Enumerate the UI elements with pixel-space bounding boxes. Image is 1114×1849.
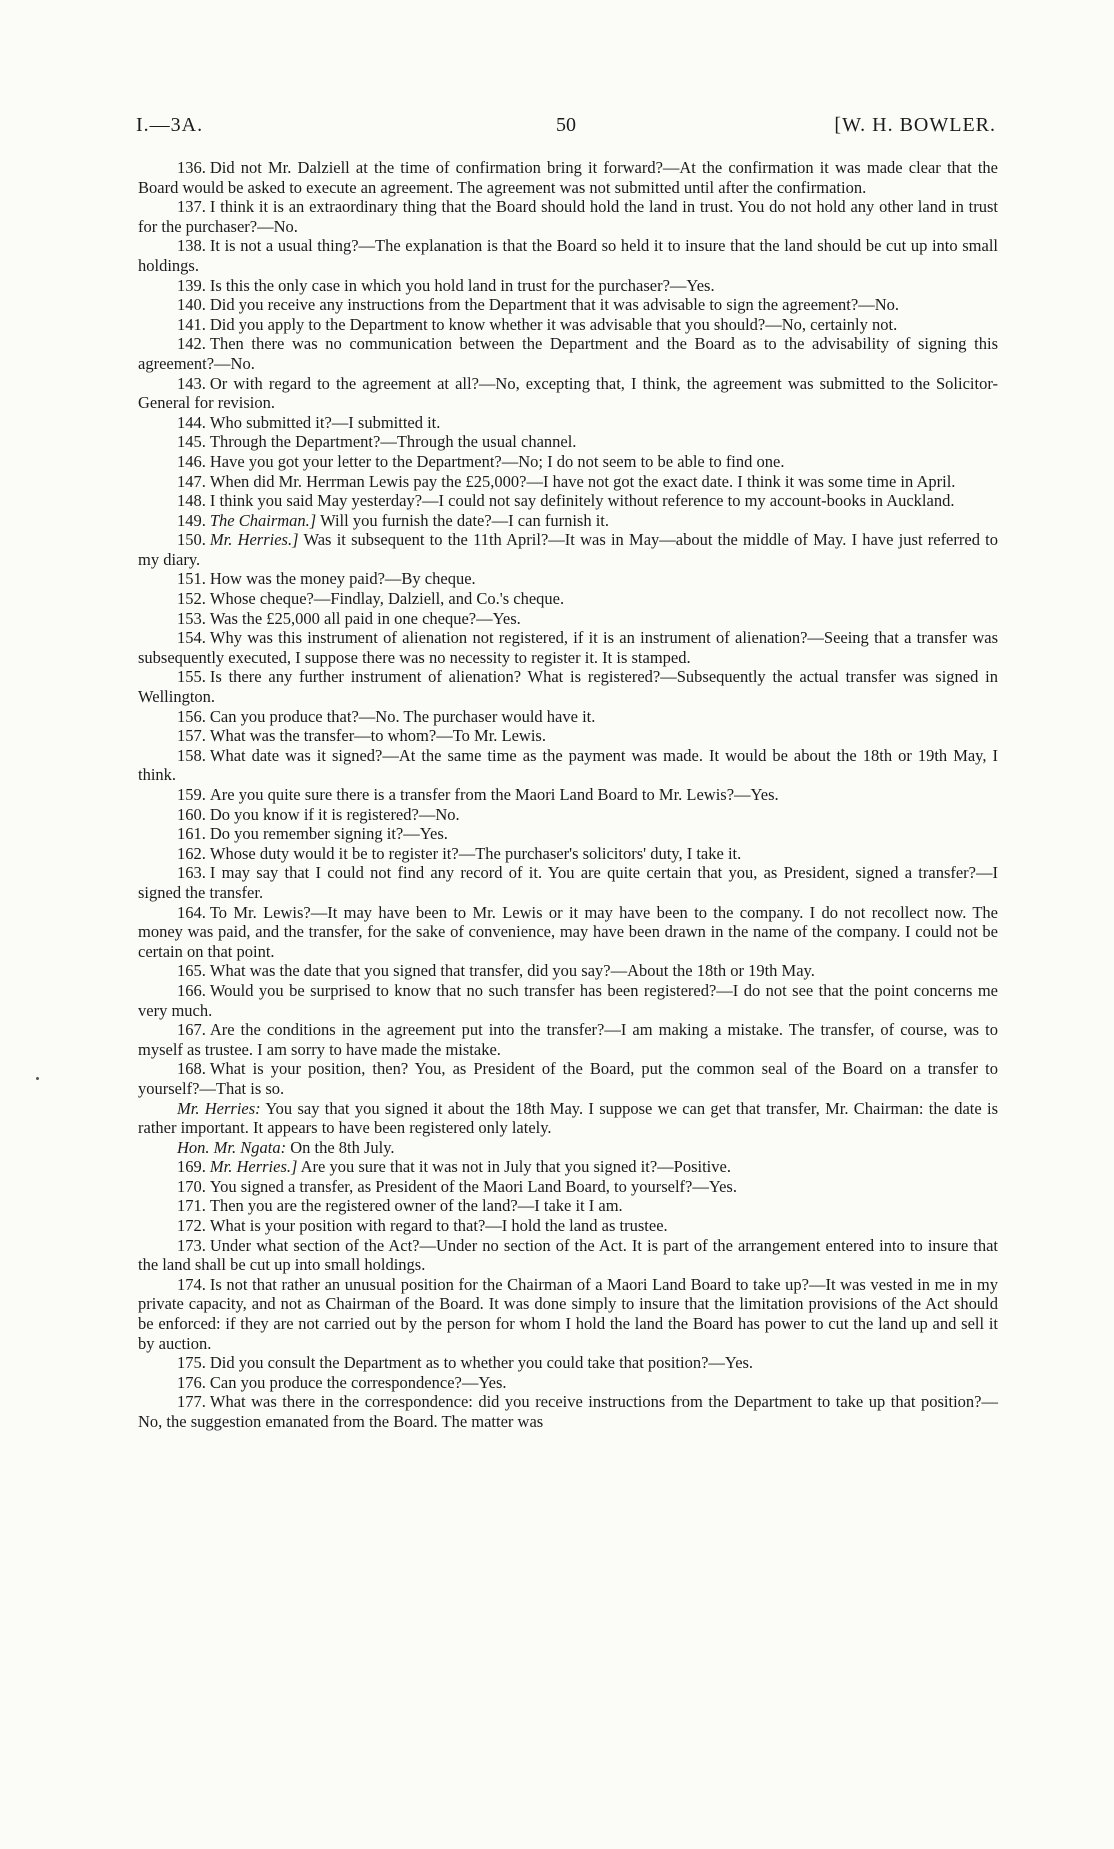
transcript-paragraph bbox=[138, 511, 998, 531]
question-number: 164. bbox=[177, 902, 206, 922]
paragraph-text: Is this the only case in which you hold land in trust for the purchaser?—Yes. bbox=[209, 275, 715, 295]
transcript-paragraph bbox=[138, 805, 998, 825]
question-number: 147. bbox=[177, 471, 206, 491]
paragraph-text: What date was it signed?—At the same time as the payment was made. It would be about the 18th or 19th May, I think. bbox=[138, 745, 998, 785]
question-number: 161. bbox=[177, 824, 206, 844]
question-number: 162. bbox=[177, 843, 206, 863]
transcript-body bbox=[138, 158, 998, 1432]
transcript-paragraph bbox=[138, 315, 998, 335]
transcript-paragraph bbox=[138, 609, 998, 629]
speaker-name: Mr. Herries.] bbox=[209, 1157, 298, 1177]
transcript-paragraph bbox=[138, 628, 998, 667]
question-number: 153. bbox=[177, 608, 206, 628]
transcript-paragraph bbox=[138, 1157, 998, 1177]
transcript-paragraph bbox=[138, 785, 998, 805]
question-number: 156. bbox=[177, 706, 206, 726]
transcript-paragraph bbox=[138, 726, 998, 746]
paragraph-text: Under what section of the Act?—Under no section of the Act. It is part of the arrangement entered into to insure that the land shall be cut up into small holdings. bbox=[138, 1235, 998, 1275]
paragraph-text: Why was this instrument of alienation not registered, if it is an instrument of alienation?—Seeing that a transfer was subsequently executed, I suppose there was no necessity to register it. It is stamped. bbox=[138, 628, 998, 667]
paragraph-text: Did not Mr. Dalziell at the time of confirmation bring it forward?—At the confirmation it was made clear that the Board would be asked to execute an agreement. The agreement was not submitted until after the confirmation. bbox=[138, 158, 998, 197]
transcript-paragraph bbox=[138, 1177, 998, 1197]
paragraph-text: Did you receive any instructions from the Department that it was advisable to sign the agreement?—No. bbox=[209, 295, 900, 315]
question-number: 166. bbox=[177, 980, 206, 1000]
paragraph-text: What is your position, then? You, as President of the Board, put the common seal of the Board on a transfer to yourself?—That is so. bbox=[138, 1059, 998, 1098]
question-number: 175. bbox=[177, 1353, 206, 1373]
question-number: 170. bbox=[177, 1176, 206, 1196]
transcript-paragraph bbox=[138, 667, 998, 706]
header-witness-name: [W. H. BOWLER. bbox=[834, 114, 996, 136]
speaker-name: Hon. Mr. Ngata: bbox=[177, 1137, 287, 1157]
question-number: 138. bbox=[177, 236, 206, 256]
question-number: 172. bbox=[177, 1216, 206, 1236]
transcript-paragraph bbox=[138, 413, 998, 433]
transcript-paragraph bbox=[138, 981, 998, 1020]
question-number: 173. bbox=[177, 1235, 206, 1255]
paragraph-text: What was the date that you signed that transfer, did you say?—About the 18th or 19th May. bbox=[209, 961, 815, 981]
question-number: 143. bbox=[177, 373, 206, 393]
transcript-paragraph bbox=[138, 472, 998, 492]
transcript-paragraph bbox=[138, 1392, 998, 1431]
question-number: 144. bbox=[177, 412, 206, 432]
transcript-paragraph bbox=[138, 589, 998, 609]
transcript-paragraph bbox=[138, 903, 998, 962]
paragraph-text: Or with regard to the agreement at all?—No, excepting that, I think, the agreement was submitted to the Solicitor-General for revision. bbox=[138, 373, 998, 413]
question-number: 146. bbox=[177, 451, 206, 471]
paragraph-text: Then there was no communication between the Department and the Board as to the advisability of signing this agreement?—No. bbox=[138, 334, 998, 373]
paragraph-text: Are you quite sure there is a transfer from the Maori Land Board to Mr. Lewis?—Yes. bbox=[209, 785, 779, 804]
transcript-paragraph bbox=[138, 530, 998, 569]
transcript-paragraph bbox=[138, 197, 998, 236]
paragraph-text: It is not a usual thing?—The explanation is that the Board so held it to insure that the land should be cut up into small holdings. bbox=[138, 236, 998, 275]
question-number: 140. bbox=[177, 295, 206, 315]
paragraph-text: Would you be surprised to know that no such transfer has been registered?—I do not see that the point concerns me very much. bbox=[138, 980, 998, 1020]
transcript-paragraph bbox=[138, 295, 998, 315]
transcript-paragraph bbox=[138, 1373, 998, 1393]
question-number: 136. bbox=[177, 158, 206, 177]
transcript-paragraph bbox=[138, 1020, 998, 1059]
paragraph-text: To Mr. Lewis?—It may have been to Mr. Lewis or it may have been to the company. I do not recollect now. The money was paid, and the transfer, for the sake of convenience, may have been drawn in the name of the company. I could not be certain on that point. bbox=[138, 902, 998, 961]
paragraph-text: Then you are the registered owner of the land?—I take it I am. bbox=[209, 1196, 623, 1216]
transcript-paragraph bbox=[138, 452, 998, 472]
question-number: 176. bbox=[177, 1372, 206, 1392]
speaker-name: Mr. Herries.] bbox=[209, 530, 299, 550]
paragraph-text: What was the transfer—to whom?—To Mr. Lewis. bbox=[209, 726, 546, 746]
question-number: 137. bbox=[177, 197, 206, 217]
page-header bbox=[136, 114, 996, 140]
question-number: 167. bbox=[177, 1020, 206, 1040]
paragraph-text: Did you apply to the Department to know whether it was advisable that you should?—No, certainly not. bbox=[209, 314, 898, 334]
transcript-paragraph bbox=[138, 961, 998, 981]
question-number: 149. bbox=[177, 510, 206, 530]
question-number: 158. bbox=[177, 745, 206, 765]
question-number: 177. bbox=[177, 1392, 206, 1412]
speaker-name: The Chairman.] bbox=[209, 510, 317, 530]
paragraph-text: Who submitted it?—I submitted it. bbox=[209, 412, 441, 432]
question-number: 141. bbox=[177, 314, 206, 334]
paragraph-text: Whose cheque?—Findlay, Dalziell, and Co.'s cheque. bbox=[209, 589, 565, 609]
transcript-paragraph bbox=[138, 1196, 998, 1216]
paragraph-text: Whose duty would it be to register it?—The purchaser's solicitors' duty, I take it. bbox=[209, 843, 742, 863]
question-number: 160. bbox=[177, 804, 206, 824]
transcript-paragraph bbox=[138, 236, 998, 275]
paragraph-text: I may say that I could not find any record of it. You are quite certain that you, as President, signed a transfer?—I signed the transfer. bbox=[138, 863, 998, 902]
transcript-paragraph bbox=[138, 707, 998, 727]
question-number: 157. bbox=[177, 726, 206, 746]
transcript-paragraph bbox=[138, 1353, 998, 1373]
transcript-paragraph bbox=[138, 1216, 998, 1236]
question-number: 152. bbox=[177, 589, 206, 609]
transcript-paragraph bbox=[138, 569, 998, 589]
paragraph-text: What is your position with regard to that?—I hold the land as trustee. bbox=[209, 1216, 668, 1236]
transcript-paragraph bbox=[138, 432, 998, 452]
transcript-paragraph bbox=[138, 276, 998, 296]
question-number: 139. bbox=[177, 275, 206, 295]
paragraph-text: How was the money paid?—By cheque. bbox=[209, 569, 476, 589]
transcript-paragraph bbox=[138, 824, 998, 844]
paragraph-text: Can you produce that?—No. The purchaser would have it. bbox=[209, 706, 596, 726]
question-number: 171. bbox=[177, 1196, 206, 1216]
paragraph-text: When did Mr. Herrman Lewis pay the £25,000?—I have not got the exact date. I think it was some time in April. bbox=[209, 471, 956, 491]
paragraph-text: Are you sure that it was not in July that you signed it?—Positive. bbox=[300, 1157, 731, 1177]
paragraph-text: Was it subsequent to the 11th April?—It was in May—about the middle of May. I have just referred to my diary. bbox=[138, 530, 999, 569]
paragraph-text: Will you furnish the date?—I can furnish it. bbox=[320, 510, 609, 530]
speaker-name: Mr. Herries: bbox=[177, 1098, 261, 1118]
header-paper-reference: I.—3A. bbox=[136, 114, 204, 136]
transcript-paragraph bbox=[138, 374, 998, 413]
question-number: 174. bbox=[177, 1274, 206, 1294]
paragraph-text: Is there any further instrument of alienation? What is registered?—Subsequently the actual transfer was signed in Wellington. bbox=[138, 667, 998, 707]
transcript-paragraph bbox=[138, 1059, 998, 1098]
paragraph-text: I think you said May yesterday?—I could not say definitely without reference to my account-books in Auckland. bbox=[209, 491, 955, 511]
question-number: 142. bbox=[177, 334, 206, 354]
question-number: 159. bbox=[177, 785, 206, 804]
transcript-paragraph bbox=[138, 334, 998, 373]
transcript-paragraph bbox=[138, 1099, 998, 1138]
margin-mark bbox=[36, 1077, 39, 1080]
paragraph-text: Through the Department?—Through the usual channel. bbox=[209, 432, 577, 452]
paragraph-text: Did you consult the Department as to whether you could take that position?—Yes. bbox=[209, 1353, 754, 1373]
paragraph-text: Are the conditions in the agreement put into the transfer?—I am making a mistake. The transfer, of course, was to myself as trustee. I am sorry to have made the mistake. bbox=[138, 1020, 998, 1059]
paragraph-text: Do you remember signing it?—Yes. bbox=[209, 824, 448, 844]
paragraph-text: I think it is an extraordinary thing that the Board should hold the land in trust. You do not hold any other land in trust for the purchaser?—No. bbox=[138, 197, 998, 236]
paragraph-text: What was there in the correspondence: did you receive instructions from the Department to take up that position?—No, the suggestion emanated from the Board. The matter was bbox=[138, 1392, 998, 1431]
transcript-paragraph bbox=[138, 1236, 998, 1275]
paragraph-text: You signed a transfer, as President of the Maori Land Board, to yourself?—Yes. bbox=[209, 1176, 737, 1196]
paragraph-text: Is not that rather an unusual position for the Chairman of a Maori Land Board to take up?—It was vested in me in my private capacity, and not as Chairman of the Board. It was done simply to insure that the limitation provisions of the Act should be enforced: if they are not carried out by the person for whom I hold the land the Board has power to cut the land up and sell it by auction. bbox=[138, 1274, 998, 1353]
question-number: 165. bbox=[177, 961, 206, 981]
transcript-paragraph bbox=[138, 863, 998, 902]
paragraph-text: Was the £25,000 all paid in one cheque?—Yes. bbox=[209, 608, 521, 628]
paragraph-text: Do you know if it is registered?—No. bbox=[209, 804, 460, 824]
question-number: 145. bbox=[177, 432, 206, 452]
transcript-paragraph bbox=[138, 491, 998, 511]
transcript-paragraph bbox=[138, 746, 998, 785]
question-number: 154. bbox=[177, 628, 206, 648]
question-number: 148. bbox=[177, 491, 206, 511]
transcript-paragraph bbox=[138, 1275, 998, 1353]
question-number: 168. bbox=[177, 1059, 206, 1079]
header-page-number: 50 bbox=[556, 114, 576, 136]
question-number: 151. bbox=[177, 569, 206, 589]
question-number: 150. bbox=[177, 530, 206, 550]
paragraph-text: Can you produce the correspondence?—Yes. bbox=[209, 1372, 507, 1392]
question-number: 169. bbox=[177, 1157, 206, 1177]
transcript-paragraph bbox=[138, 844, 998, 864]
question-number: 163. bbox=[177, 863, 206, 883]
paragraph-text: You say that you signed it about the 18th May. I suppose we can get that transfer, Mr. Chairman: the date is rather important. It appears to have been registered only lately. bbox=[138, 1098, 999, 1138]
paragraph-text: Have you got your letter to the Department?—No; I do not seem to be able to find one. bbox=[209, 451, 785, 471]
question-number: 155. bbox=[177, 667, 206, 687]
paragraph-text: On the 8th July. bbox=[290, 1137, 395, 1157]
transcript-paragraph bbox=[138, 1138, 998, 1158]
transcript-paragraph bbox=[138, 158, 998, 197]
